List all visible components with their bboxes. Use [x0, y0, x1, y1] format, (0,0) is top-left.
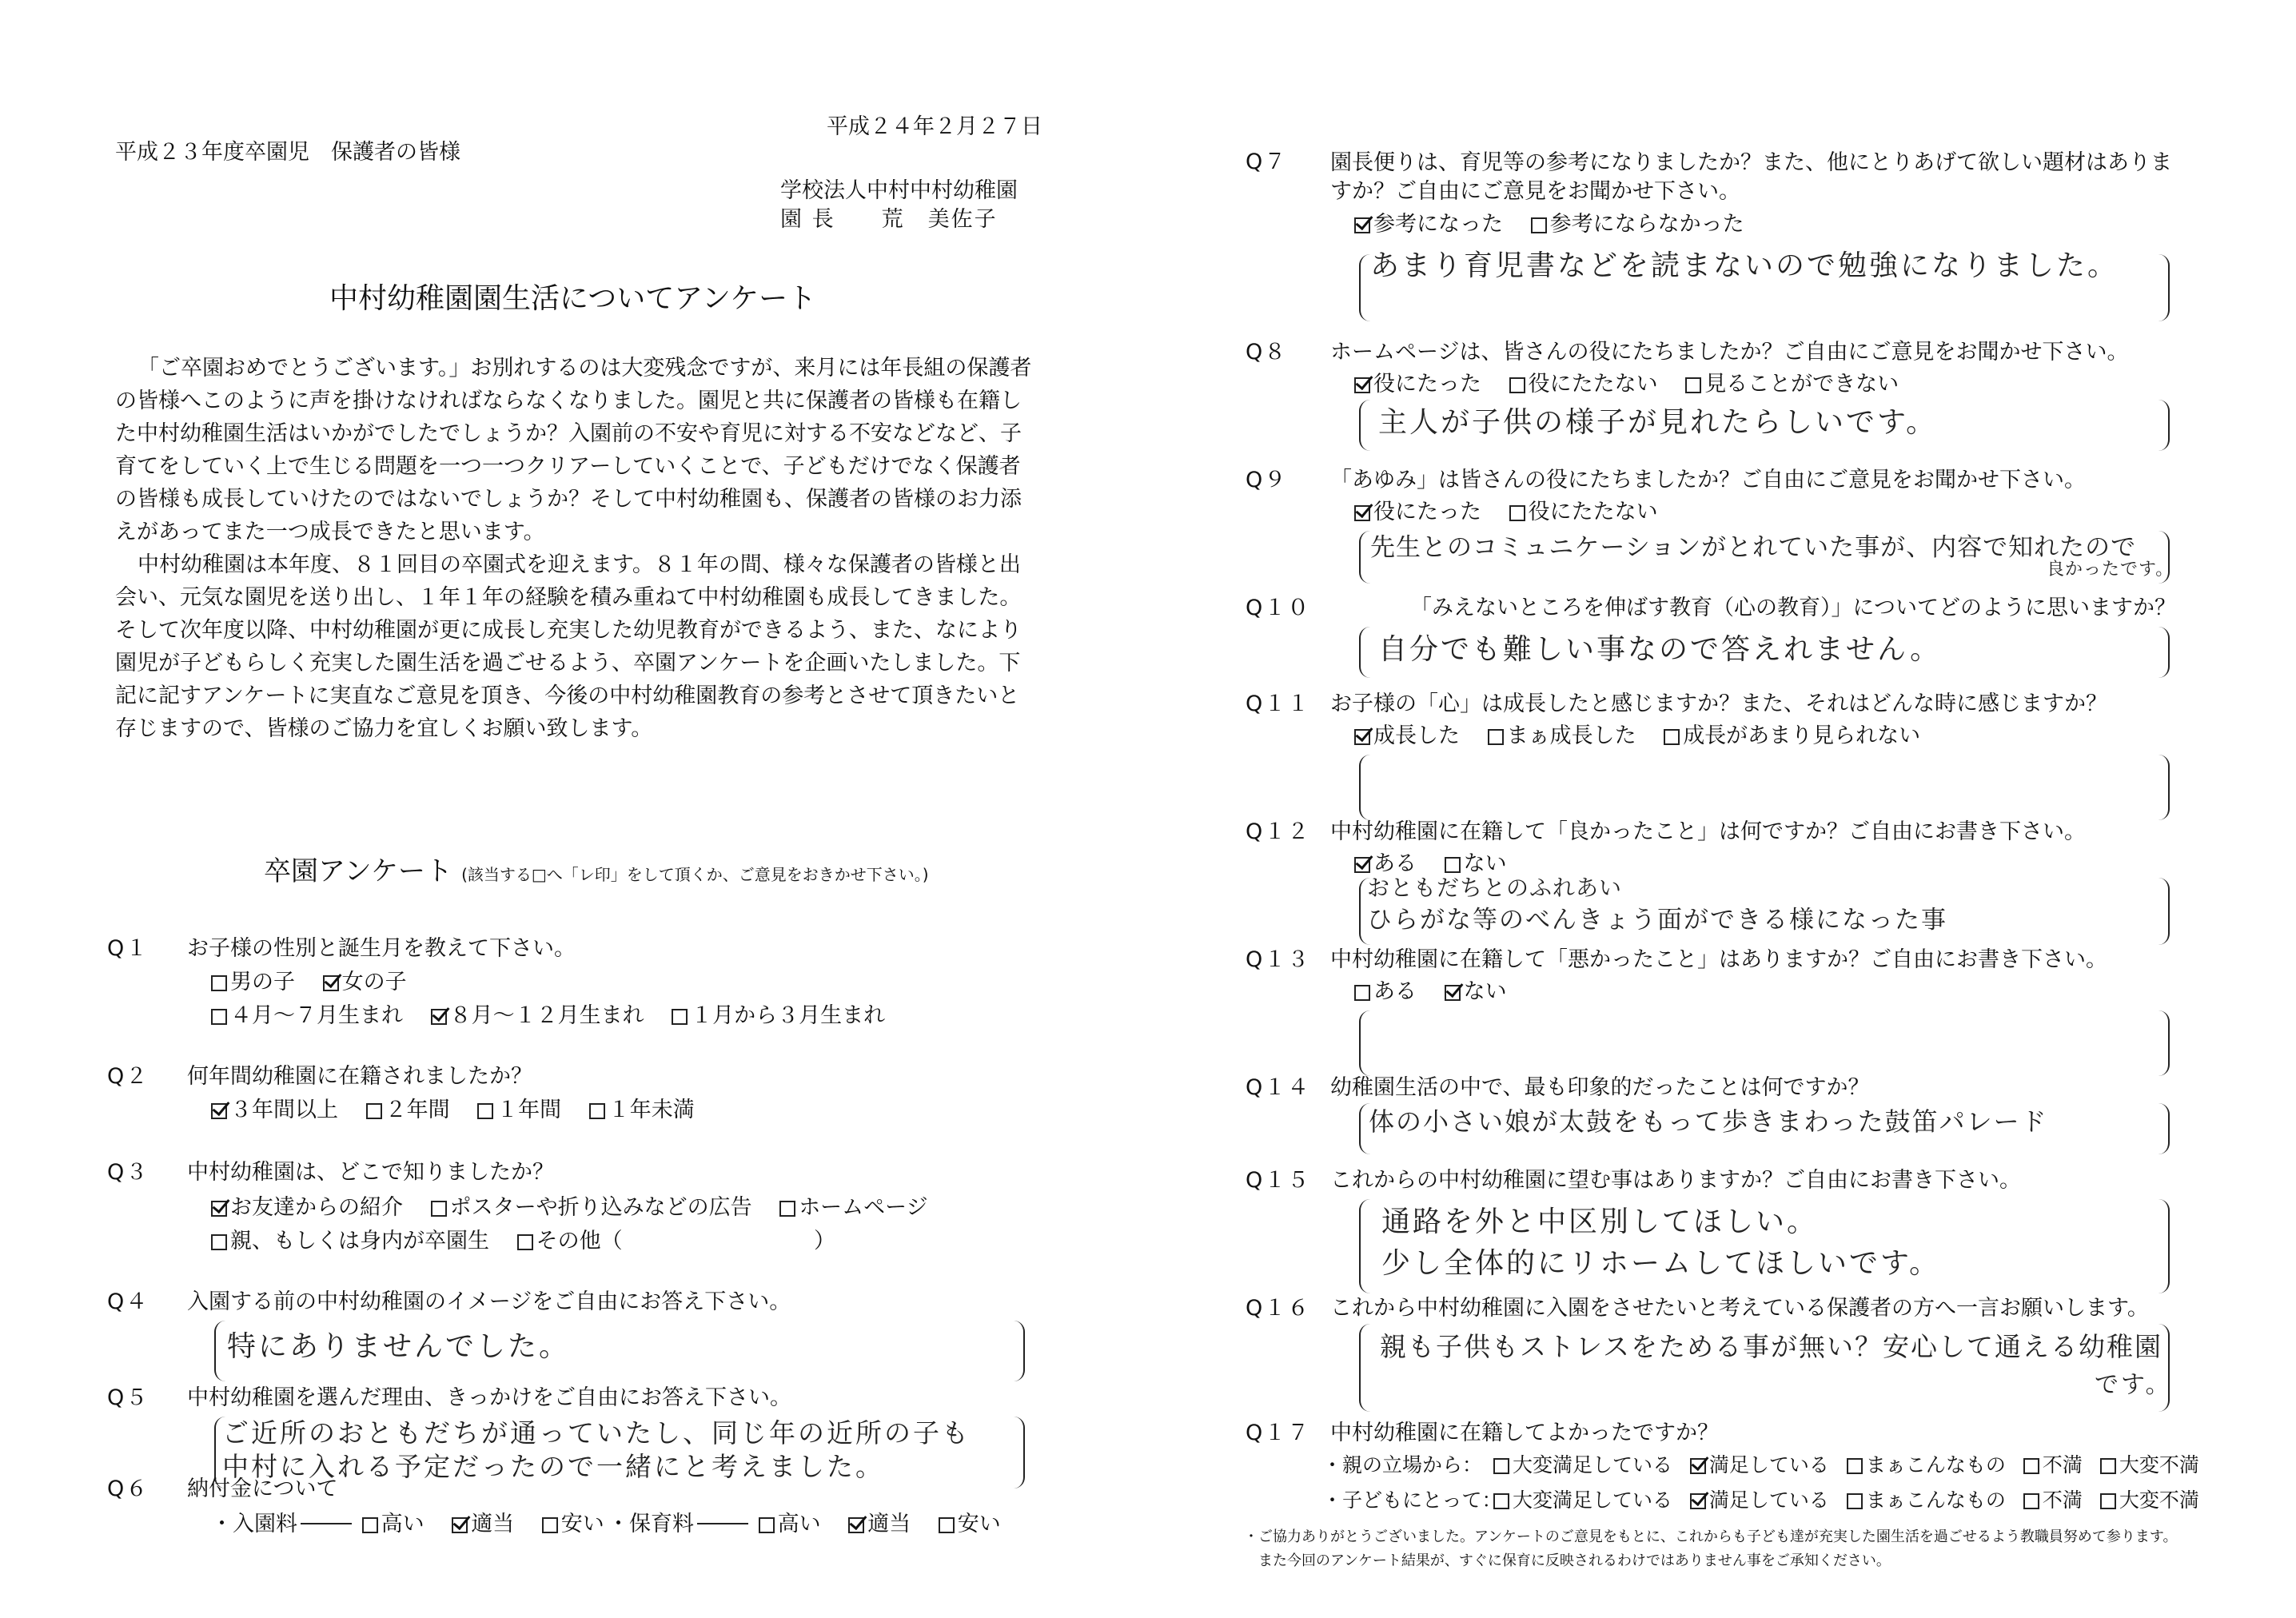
q12-number: Q１２ [1246, 819, 1311, 844]
organization-name: 学校法人中村中村幼稚園 [780, 178, 1018, 203]
q3-other-close: ） [814, 1229, 835, 1253]
checkbox-icon[interactable] [1531, 217, 1547, 233]
q7-option-not-helpful[interactable]: 参考にならなかった [1531, 212, 1744, 237]
q14-question: 幼稚園生活の中で、最も印象的だったことは何ですか？ [1330, 1075, 1870, 1100]
q2-option-1yr[interactable]: １年間 [477, 1098, 561, 1122]
q6-entrance-high[interactable]: 高い [362, 1512, 425, 1536]
q10-number: Q１０ [1246, 596, 1311, 620]
q17-child-label: ・子どもにとって： [1322, 1488, 1502, 1512]
checkbox-icon[interactable] [211, 1009, 227, 1025]
q9-answer-line2: 良かったです。 [2047, 560, 2174, 580]
q6-entrance-fee-label: ・入園料 [211, 1512, 297, 1536]
q16-answer-line1: 親も子供もストレスをためる事が無い？安心して通える幼稚園 [1380, 1331, 2163, 1362]
q13-answer-box[interactable] [1359, 1010, 2170, 1076]
q1-option-jan-mar[interactable]: １月から３月生まれ [672, 1003, 885, 1028]
q5-question: 中村幼稚園を選んだ理由、きっかけをご自由にお答え下さい。 [187, 1385, 791, 1410]
q3-options-row2 [211, 1228, 623, 1255]
checkbox-icon[interactable] [517, 1234, 533, 1250]
q16-number: Q１６ [1246, 1296, 1311, 1321]
checked-checkbox-icon[interactable] [1354, 729, 1370, 745]
q2-options [211, 1097, 716, 1124]
q11-question: お子様の「心」は成長したと感じますか？また、それはどんな時に感じますか？ [1330, 691, 2107, 716]
q2-option-under-1yr[interactable]: １年未満 [589, 1098, 695, 1122]
checked-checkbox-icon[interactable] [1690, 1458, 1706, 1474]
checkbox-icon[interactable] [939, 1517, 955, 1533]
q17-parent-dissatisfied[interactable]: 不満 [2023, 1453, 2083, 1477]
checkbox-icon[interactable] [2100, 1493, 2116, 1509]
footer-thanks: ・ご協力ありがとうございました。アンケートのご意見をもとに、これからも子ども達が充実した園生活を過ごせるよう教職員努めて参ります。 [1244, 1528, 2178, 1545]
q13-option-no[interactable]: ない [1445, 979, 1507, 1004]
q12-answer-line2: ひらがな等のべんきょう面ができる様になった事 [1367, 906, 1947, 935]
addressee: 平成２３年度卒園児 保護者の皆様 [115, 140, 460, 165]
q1-option-apr-jul[interactable]: ４月～７月生まれ [211, 1003, 403, 1028]
checkbox-icon[interactable] [1445, 857, 1461, 873]
checked-checkbox-icon[interactable] [1354, 505, 1370, 521]
q10-answer: 自分でも難しい事なので答えれません。 [1378, 633, 1942, 666]
checked-checkbox-icon[interactable] [323, 975, 339, 991]
checkbox-icon[interactable] [431, 1201, 447, 1217]
q6-question: 納付金について [187, 1477, 338, 1501]
q3-option-other[interactable]: その他（ [517, 1229, 623, 1253]
q17-parent-satisfied[interactable]: 満足している [1690, 1453, 1829, 1477]
q8-option-cannot-view[interactable]: 見ることができない [1685, 372, 1899, 397]
q6-tuition-fee-label: ・保育料 [608, 1512, 694, 1536]
q17-number: Q１７ [1246, 1421, 1311, 1445]
q8-option-not-useful[interactable]: 役にたたない [1509, 372, 1658, 397]
q16-answer-line2: です。 [2095, 1371, 2172, 1399]
checkbox-icon[interactable] [362, 1517, 378, 1533]
q1-option-girl[interactable]: 女の子 [323, 970, 407, 994]
document-date: 平成２４年２月２７日 [827, 114, 1042, 139]
q12-answer-line1: おともだちとのふれあい [1367, 875, 1623, 901]
q6-number: Q６ [107, 1477, 149, 1501]
survey-title: 卒園アンケート [264, 855, 452, 887]
checkbox-icon[interactable] [366, 1103, 382, 1119]
q2-question: 何年間幼稚園に在籍されましたか？ [187, 1064, 532, 1089]
q1-sex-options [211, 969, 428, 996]
q4-answer: 特にありませんでした。 [227, 1330, 571, 1363]
checkbox-icon[interactable] [1493, 1493, 1509, 1509]
checkbox-icon[interactable] [1664, 729, 1680, 745]
q3-option-homepage[interactable]: ホームページ [779, 1195, 927, 1220]
q5-number: Q５ [107, 1385, 149, 1410]
q11-option-grew[interactable]: 成長した [1354, 723, 1460, 748]
q17-child-very-dissatisfied[interactable]: 大変不満 [2100, 1488, 2199, 1512]
q7-options [1354, 211, 1765, 238]
q15-answer-line1: 通路を外と中区別してほしい。 [1381, 1206, 1819, 1238]
q13-number: Q１３ [1246, 947, 1311, 972]
checkbox-icon[interactable] [1847, 1458, 1863, 1474]
q2-option-2yrs[interactable]: ２年間 [366, 1098, 450, 1122]
survey-heading [264, 855, 929, 887]
q6-entrance-fair[interactable]: 適当 [452, 1512, 514, 1536]
checkbox-icon[interactable] [1685, 377, 1701, 393]
q12-option-no[interactable]: ない [1445, 851, 1507, 876]
checkbox-icon[interactable] [1509, 377, 1525, 393]
q1-number: Q１ [107, 936, 149, 961]
q9-answer-line1: 先生とのコミュニケーションがとれていた事が、内容で知れたので [1370, 533, 2137, 562]
q13-options [1354, 978, 1528, 1006]
q7-option-helpful[interactable]: 参考になった [1354, 212, 1503, 237]
q14-answer: 体の小さい娘が太鼓をもって歩きまわった鼓笛パレード [1369, 1106, 2048, 1137]
q13-question: 中村幼稚園に在籍して「悪かったこと」はありますか？ご自由にお書き下さい。 [1330, 947, 2107, 972]
q17-parent-so-so[interactable]: まぁこんなもの [1847, 1453, 2006, 1477]
q3-options-row1 [211, 1194, 949, 1221]
checkbox-icon[interactable] [672, 1009, 688, 1025]
q12-question: 中村幼稚園に在籍して「良かったこと」は何ですか？ご自由にお書き下さい。 [1330, 819, 2086, 844]
checkbox-icon[interactable] [1354, 985, 1370, 1001]
q17-parent-very-dissatisfied[interactable]: 大変不満 [2100, 1453, 2199, 1477]
q9-options [1354, 499, 1679, 526]
intro-paragraph-2: 中村幼稚園は本年度、８１回目の卒園式を迎えます。８１年の間、様々な保護者の皆様と出会い、元気な園児を送り出し、１年１年の経験を積み重ねて中村幼稚園も成長してきました。そして次年度以降、中村幼稚園が更に成長し充実した幼児教育ができるよう、また、なにより園児が子どもらしく充実した園生活を過ごせるよう、卒園アンケートを企画いたしました。下記に記すアンケートに実直なご意見を頂き、今後の中村幼稚園教育の参考とさせて頂きたいと存じますので、皆様のご協力を宜しくお願い致します。 [115, 552, 1022, 741]
page-title: 中村幼稚園園生活についてアンケート [329, 282, 817, 315]
q8-options [1354, 371, 1919, 398]
q11-answer-box[interactable] [1359, 755, 2170, 820]
q8-answer: 主人が子供の様子が見れたらしいです。 [1378, 406, 1938, 439]
q8-number: Q８ [1246, 340, 1288, 365]
intro-paragraph-1: 「ご卒園おめでとうございます。」お別れするのは大変残念ですが、来月には年長組の保護者の皆様へこのように声を掛けなければならなくなりました。園児と共に保護者の皆様も在籍した中村幼稚園生活はいかがでしたでしょうか？入園前の不安や育児に対する不安などなど、子育てをしていく上で生じる問題を一つ一つクリアーしていくことで、子どもだけでなく保護者の皆様も成長していけたのではないでしょうか？そして中村幼稚園も、保護者の皆様のお力添えがあってまた一つ成長できたと思います。 [115, 356, 1032, 544]
checked-checkbox-icon[interactable] [1690, 1493, 1706, 1509]
checkbox-icon[interactable] [589, 1103, 605, 1119]
q1-option-aug-dec[interactable]: ８月～１２月生まれ [431, 1003, 644, 1028]
q3-option-relative[interactable]: 親、もしくは身内が卒園生 [211, 1229, 489, 1253]
checkbox-icon[interactable] [2023, 1458, 2039, 1474]
director-name: 園 長 荒 美佐子 [780, 207, 998, 232]
q14-number: Q１４ [1246, 1075, 1311, 1100]
q5-answer-line1: ご近所のおともだちが通っていたし、同じ年の近所の子も [222, 1417, 971, 1449]
q17-child-satisfied[interactable]: 満足している [1690, 1488, 1829, 1512]
checked-checkbox-icon[interactable] [1354, 217, 1370, 233]
q3-option-ads[interactable]: ポスターや折り込みなどの広告 [431, 1195, 752, 1220]
q7-question: 園長便りは、育児等の参考になりましたか？また、他にとりあげて欲しい題材はありますか？ご自由にご意見をお聞かせ下さい。 [1330, 150, 2172, 204]
q3-question: 中村幼稚園は、どこで知りましたか？ [187, 1160, 554, 1185]
q6-tuition-fee [608, 1511, 1022, 1538]
checked-checkbox-icon[interactable] [1445, 985, 1461, 1001]
q1-option-boy[interactable]: 男の子 [211, 970, 295, 994]
checkbox-icon[interactable] [1493, 1458, 1509, 1474]
checked-checkbox-icon[interactable] [452, 1517, 468, 1533]
checkbox-icon[interactable] [1847, 1493, 1863, 1509]
checkbox-icon[interactable] [1488, 729, 1504, 745]
checkbox-icon[interactable] [2023, 1493, 2039, 1509]
q17-child-very-satisfied[interactable]: 大変満足している [1493, 1488, 1672, 1512]
q2-number: Q２ [107, 1064, 149, 1089]
q15-question: これからの中村幼稚園に望む事はありますか？ご自由にお書き下さい。 [1330, 1168, 2021, 1193]
checkbox-icon[interactable] [211, 1234, 227, 1250]
q6-tuition-high[interactable]: 高い [759, 1512, 821, 1536]
checkbox-icon[interactable] [542, 1517, 558, 1533]
checkbox-icon[interactable] [211, 975, 227, 991]
checked-checkbox-icon[interactable] [211, 1201, 227, 1217]
q9-option-useful[interactable]: 役にたった [1354, 500, 1481, 524]
checkbox-icon[interactable] [1509, 505, 1525, 521]
q11-number: Q１１ [1246, 691, 1311, 716]
q6-entrance-low[interactable]: 安い [542, 1512, 604, 1536]
checkbox-icon[interactable] [779, 1201, 795, 1217]
q6-tuition-low[interactable]: 安い [939, 1512, 1001, 1536]
q1-question: お子様の性別と誕生月を教えて下さい。 [187, 936, 576, 961]
q11-option-somewhat-grew[interactable]: まぁ成長した [1488, 723, 1636, 748]
q4-question: 入園する前の中村幼稚園のイメージをご自由にお答え下さい。 [187, 1289, 791, 1314]
q8-option-useful[interactable]: 役にたった [1354, 372, 1481, 397]
checkbox-icon[interactable] [759, 1517, 775, 1533]
checked-checkbox-icon[interactable] [1354, 857, 1370, 873]
q8-question: ホームページは、皆さんの役にたちましたか？ご自由にご意見をお聞かせ下さい。 [1330, 340, 2129, 365]
q1-month-options [211, 1002, 906, 1030]
checked-checkbox-icon[interactable] [431, 1009, 447, 1025]
q3-number: Q３ [107, 1160, 149, 1185]
checkbox-icon[interactable] [477, 1103, 493, 1119]
q11-option-little-growth[interactable]: 成長があまり見られない [1664, 723, 1920, 748]
q17-parent-label: ・親の立場から： [1322, 1453, 1483, 1477]
q2-option-3yrs[interactable]: ３年間以上 [211, 1098, 338, 1122]
checked-checkbox-icon[interactable] [1354, 377, 1370, 393]
q13-option-yes[interactable]: ある [1354, 979, 1417, 1004]
checked-checkbox-icon[interactable] [211, 1103, 227, 1119]
q17-child-row [1322, 1487, 2199, 1514]
q7-answer: あまり育児書などを読まないので勉強になりました。 [1370, 249, 2119, 282]
q3-option-friend[interactable]: お友達からの紹介 [211, 1195, 403, 1220]
q17-child-so-so[interactable]: まぁこんなもの [1847, 1488, 2006, 1512]
q12-options [1354, 851, 1528, 878]
q7-number: Q７ [1246, 149, 1288, 174]
q16-question: これから中村幼稚園に入園をさせたいと考えている保護者の方へ一言お願いします。 [1330, 1296, 2149, 1321]
q15-number: Q１５ [1246, 1168, 1311, 1193]
q12-option-yes[interactable]: ある [1354, 851, 1417, 876]
q6-entrance-fee [211, 1511, 625, 1538]
q17-question: 中村幼稚園に在籍してよかったですか？ [1330, 1421, 1719, 1445]
footer-note: また今回のアンケート結果が、すぐに保育に反映されるわけではありません事をご承知ください。 [1258, 1552, 1891, 1569]
checked-checkbox-icon[interactable] [848, 1517, 864, 1533]
checkbox-icon[interactable] [2100, 1458, 2116, 1474]
q4-number: Q４ [107, 1289, 149, 1314]
q17-parent-very-satisfied[interactable]: 大変満足している [1493, 1453, 1672, 1477]
q9-number: Q９ [1246, 468, 1288, 492]
survey-instructions: (該当する□へ「レ印」をして頂くか、ご意見をおきかせ下さい。) [461, 865, 929, 884]
q11-options [1354, 723, 1941, 750]
q17-child-dissatisfied[interactable]: 不満 [2023, 1488, 2083, 1512]
q9-option-not-useful[interactable]: 役にたたない [1509, 500, 1658, 524]
q15-answer-line2: 少し全体的にリホームしてほしいです。 [1381, 1247, 1941, 1280]
q9-question: 「あゆみ」は皆さんの役にたちましたか？ご自由にご意見をお聞かせ下さい。 [1330, 468, 2086, 492]
q5-answer-line2: 中村に入れる予定だったので一緒にと考えました。 [222, 1451, 884, 1482]
q10-question: 「みえないところを伸ばす教育（心の教育）」についてどのように思いますか？ [1410, 596, 2176, 620]
q6-tuition-fair[interactable]: 適当 [848, 1512, 911, 1536]
q17-parent-row [1322, 1452, 2199, 1479]
